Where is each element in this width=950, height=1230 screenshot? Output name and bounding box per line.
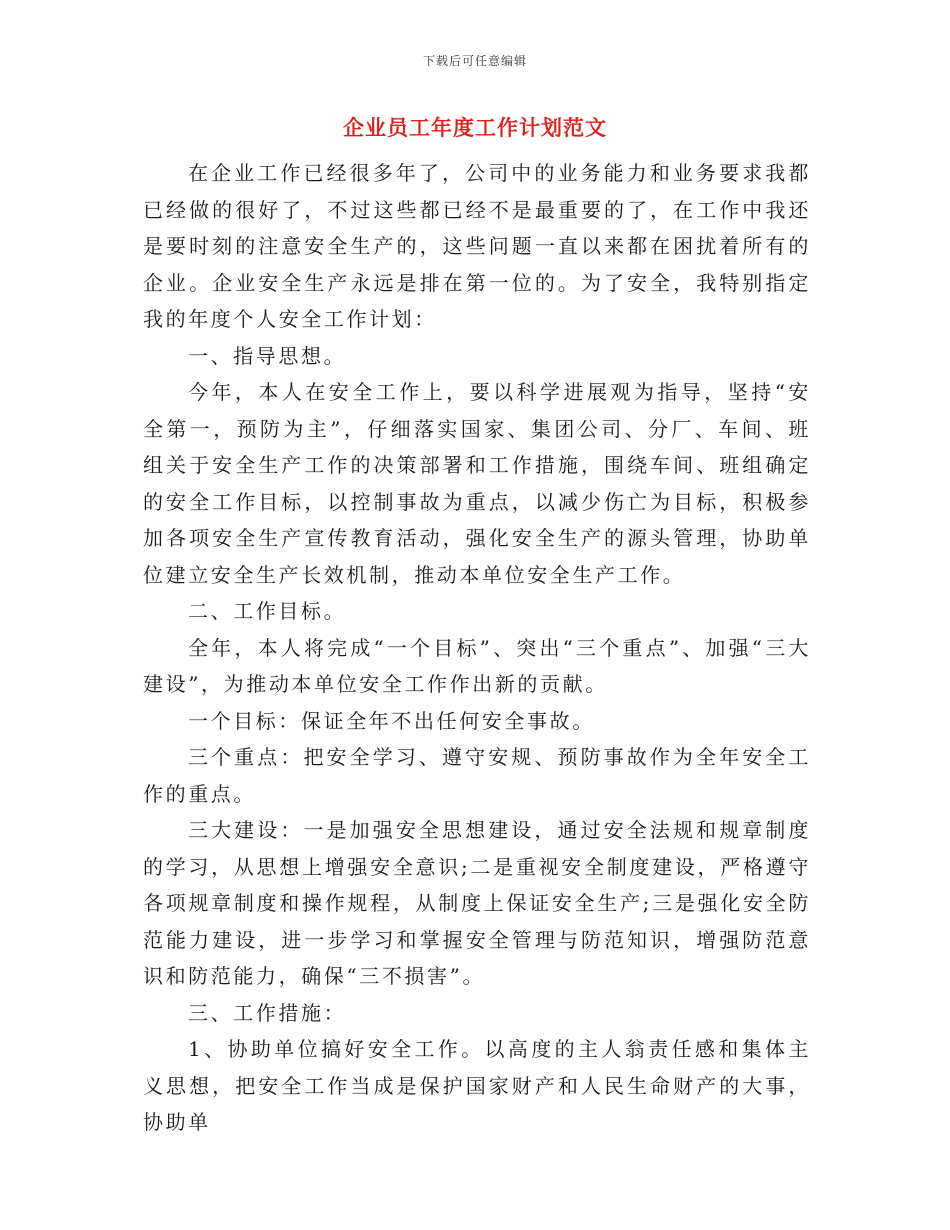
header-note: 下载后可任意编辑 [422,54,527,68]
document-body [143,155,811,1141]
paragraph-guiding-thought: 今年，本人在安全工作上，要以科学进展观为指导，坚持“安全第一，预防为主”，仔细落实国家、集团公司、分厂、车间、班组关于安全生产工作的决策部署和工作措施，围绕车间、班组确定的安全工作目标，以控制事故为重点，以减少伤亡为目标，积极参加各项安全生产宣传教育活动，强化安全生产的源头管理，协助单位建立安全生产长效机制，推动本单位安全生产工作。 [143,380,811,587]
paragraph-one-goal: 一个目标：保证全年不出任何安全事故。 [188,708,595,733]
paragraph-three-constructions: 三大建设：一是加强安全思想建设，通过安全法规和规章制度的学习，从思想上增强安全意识;二是重视安全制度建设，严格遵守各项规章制度和操作规程，从制度上保证安全生产;三是强化安全防范能力建设，进一步学习和掌握安全管理与防范知识，增强防范意识和防范能力，确保“三不损害”。 [143,818,811,988]
section-heading-guiding-thought: 一、指导思想。 [188,343,347,368]
paragraph-measure-1: 1、协助单位搞好安全工作。以高度的主人翁责任感和集体主义思想，把安全工作当成是保护国家财产和人民生命财产的大事，协助单 [143,1037,811,1134]
section-heading-work-measures: 三、工作措施： [188,1000,347,1025]
section-heading-work-goals: 二、工作目标。 [188,599,347,623]
paragraph-work-goals: 全年，本人将完成“一个目标”、突出“三个重点”、加强“三大建设”，为推动本单位安全工作作出新的贡献。 [143,635,811,696]
paragraph-intro: 在企业工作已经很多年了，公司中的业务能力和业务要求我都已经做的很好了，不过这些都已经不是最重要的了，在工作中我还是要时刻的注意安全生产的，这些问题一直以来都在困扰着所有的企业。企业安全生产永远是排在第一位的。为了安全，我特别指定我的年度个人安全工作计划： [143,161,811,331]
document-title: 企业员工年度工作计划范文 [343,115,607,140]
paragraph-three-priorities: 三个重点：把安全学习、遵守安规、预防事故作为全年安全工作的重点。 [143,745,811,806]
